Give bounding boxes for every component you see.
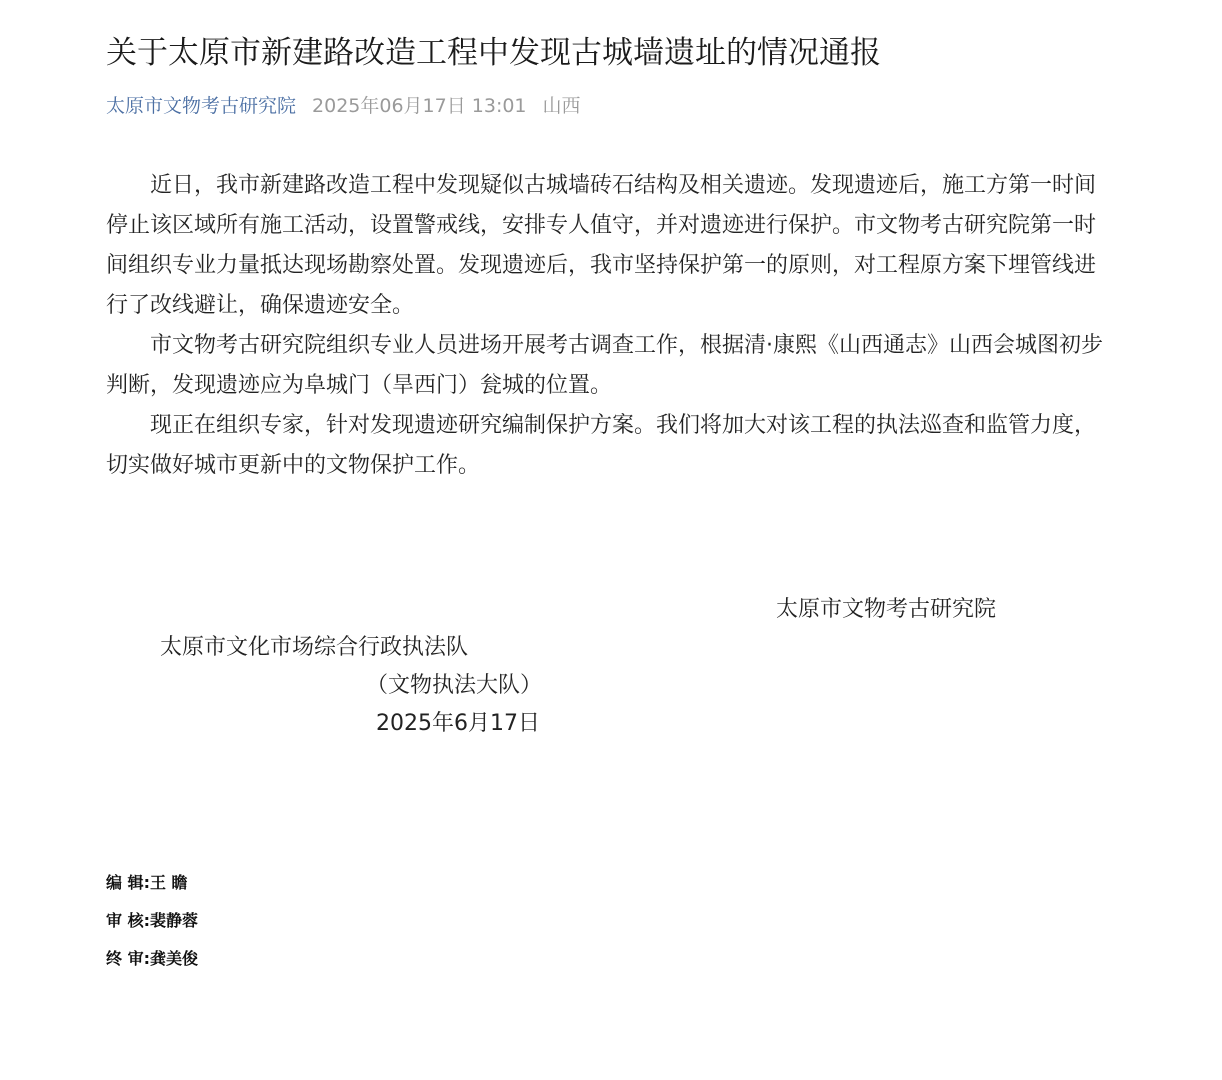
signature-org-enforcement: 太原市文化市场综合行政执法队: [160, 635, 469, 660]
credit-final-text: 终 审:龚美俊: [106, 949, 198, 968]
paragraph-2: 市文物考古研究院组织专业人员进场开展考古调查工作，根据清·康熙《山西通志》山西会城图初步判断，发现遗迹应为阜城门（旱西门）瓮城的位置。: [106, 333, 1103, 398]
credit-editor-text: 编 辑:王 瞻: [106, 873, 188, 892]
editor-credits: [106, 866, 198, 980]
credit-reviewer: [106, 904, 198, 942]
region-tag: 山西: [542, 95, 581, 117]
article-title: 关于太原市新建路改造工程中发现古城墙遗址的情况通报: [106, 35, 881, 71]
signature-org-enforcement-sub: （文物执法大队）: [366, 673, 543, 698]
credit-reviewer-text: 审 核:裴静蓉: [106, 911, 198, 930]
paragraph-1: 近日，我市新建路改造工程中发现疑似古城墙砖石结构及相关遗迹。发现遗迹后，施工方第一时间停止该区域所有施工活动，设置警戒线，安排专人值守，并对遗迹进行保护。市文物考古研究院第一时间组织专业力量抵达现场勘察处置。发现遗迹后，我市坚持保护第一的原则，对工程原方案下埋管线进行了改线避让，确保遗迹安全。: [106, 173, 1097, 318]
source-link[interactable]: 太原市文物考古研究院: [106, 95, 297, 117]
signature-date: 2025年6月17日: [376, 711, 540, 736]
credit-editor: [106, 866, 198, 904]
signature-org-archaeology: 太原市文物考古研究院: [776, 597, 997, 622]
publish-time: 2025年06月17日 13:01: [312, 95, 527, 117]
paragraph-3: 现正在组织专家，针对发现遗迹研究编制保护方案。我们将加大对该工程的执法巡查和监管力度，切实做好城市更新中的文物保护工作。: [106, 413, 1097, 478]
credit-final: [106, 942, 198, 980]
article-body: [106, 166, 1106, 486]
article-meta: [106, 92, 581, 120]
